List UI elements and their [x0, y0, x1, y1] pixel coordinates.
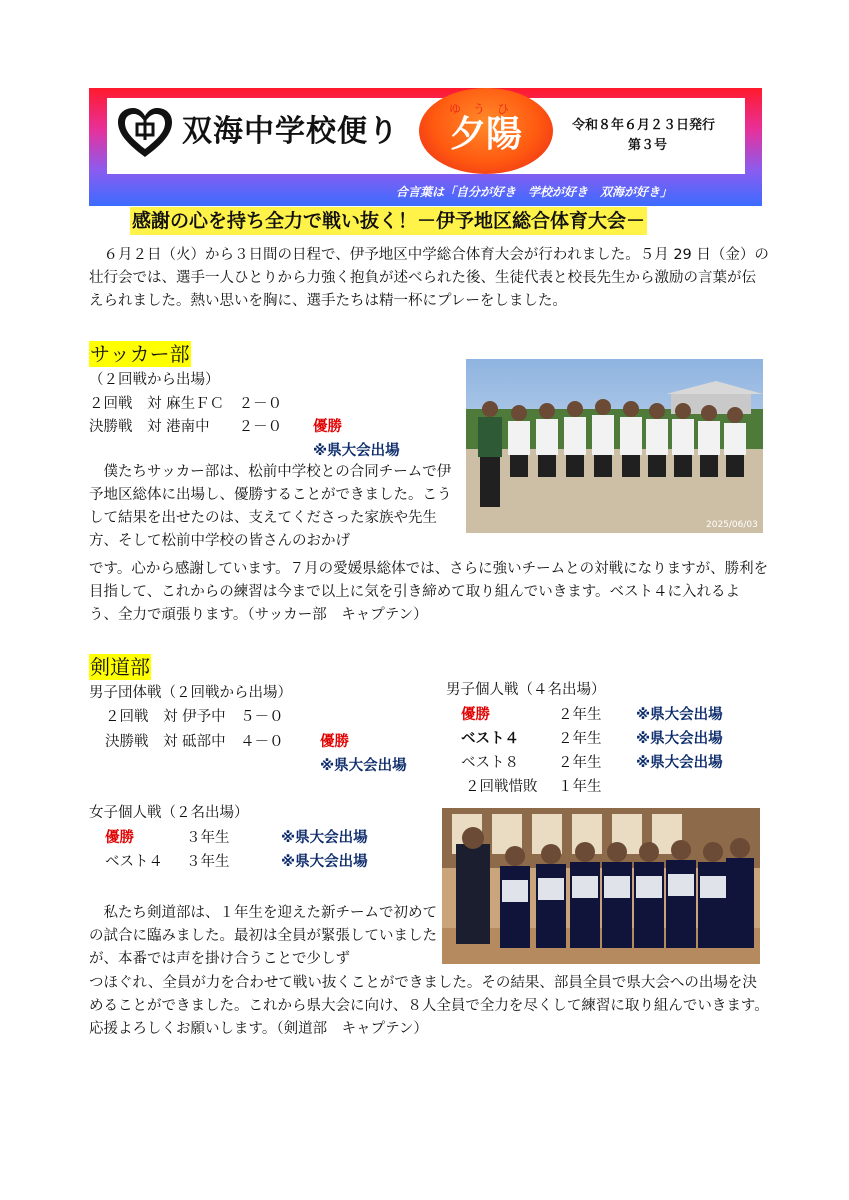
kendo-men-ind-grade: ２年生 — [558, 755, 602, 771]
kendo-women-ind-result: 優勝 — [105, 830, 134, 846]
soccer-final-result: 決勝戦 対 港南中 ２－０ — [89, 419, 283, 435]
kendo-women-ind-grade: ３年生 — [186, 830, 230, 846]
masthead-title: 夕陽 — [449, 114, 522, 155]
kendo-men-ind-grade: ２年生 — [558, 707, 602, 723]
soccer-entry-note: （２回戦から出場） — [89, 372, 220, 388]
kendo-men-ind-result: ベスト８ — [461, 755, 519, 771]
school-newsletter-title: 双海中学校便り — [182, 114, 399, 149]
photo-date-stamp: 2025/06/03 — [706, 520, 758, 530]
kendo-men-ind-grade: １年生 — [558, 779, 602, 795]
kendo-women-individual-title: 女子個人戦（２名出場） — [89, 805, 249, 821]
kendo-women-ind-grade: ３年生 — [186, 854, 230, 870]
kendo-men-team-title: 男子団体戦（２回戦から出場） — [89, 685, 292, 701]
kendo-men-ind-result: 優勝 — [461, 707, 490, 723]
masthead-ruby: ゆうひ — [449, 102, 522, 116]
soccer-report-part2: です。心から感謝しています。７月の愛媛県総体では、さらに強いチームとの対戦になりますが、勝利を目指して、これからの練習は今まで以上に気を引き締めて取り組んでいきます。ベスト４に入れるよう、全力で頑張ります。（サッカー部 キャプテン） — [89, 561, 769, 623]
article-headline: 感謝の心を持ち全力で戦い抜く！－伊予地区総合体育大会－ — [130, 207, 647, 235]
kendo-heading: 剣道部 — [90, 655, 150, 679]
kendo-team-photo — [442, 808, 760, 964]
kendo-men-ind-result: ２回戦惜敗 — [465, 779, 538, 795]
issue-date: 令和８年６月２３日発行 — [572, 118, 716, 133]
kendo-men-team-round2: ２回戦 対 伊予中 ５－０ — [105, 709, 284, 725]
kendo-men-team-final: 決勝戦 対 砥部中 ４－０ — [105, 734, 284, 750]
soccer-team-photo — [466, 359, 763, 533]
kendo-men-ind-grade: ２年生 — [558, 731, 602, 747]
kendo-men-ind-note: ※県大会出場 — [636, 707, 723, 723]
kendo-women-ind-note: ※県大会出場 — [281, 830, 368, 846]
kendo-men-team-win: 優勝 — [320, 734, 349, 750]
kendo-women-ind-note: ※県大会出場 — [281, 854, 368, 870]
kendo-women-ind-result: ベスト４ — [105, 854, 163, 870]
kendo-report-part2: つほぐれ、全員が力を合わせて戦い抜くことができました。その結果、部員全員で県大会への出場を決めることができました。これから県大会に向け、８人全員で全力を尽くして練習に取り組んでいきます。応援よろしくお願いします。（剣道部 キャプテン） — [89, 975, 769, 1037]
soccer-prefectural-note: ※県大会出場 — [313, 443, 400, 459]
soccer-heading: サッカー部 — [90, 342, 190, 366]
kendo-men-ind-note: ※県大会出場 — [636, 731, 723, 747]
soccer-win-label: 優勝 — [313, 419, 342, 435]
kendo-men-individual-title: 男子個人戦（４名出場） — [446, 682, 606, 698]
kendo-men-ind-result: ベスト４ — [461, 731, 519, 747]
kendo-report-part1: 私たち剣道部は、１年生を迎えた新チームで初めての試合に臨みました。最初は全員が緊張していましたが、本番では声を掛け合うことで少しず — [89, 905, 437, 967]
soccer-report-part1: 僕たちサッカー部は、松前中学校との合同チームで伊予地区総体に出場し、優勝することができました。こうして結果を出せたのは、支えてくださった家族や先生方、そして松前中学校の皆さんのおかげ — [89, 464, 452, 549]
intro-paragraph: ６月２日（火）から３日間の日程で、伊予地区中学総合体育大会が行われました。５月 29 日（金）の壮行会では、選手一人ひとりから力強く抱負が述べられた後、生徒代表と校長先生から激励の言葉が伝えられました。熱い思いを胸に、選手たちは精一杯にプレーをしました。 — [89, 247, 769, 309]
school-motto: 合言葉は「自分が好き 学校が好き 双海が好き」 — [396, 185, 673, 199]
kendo-men-team-prefectural: ※県大会出場 — [320, 758, 407, 774]
school-logo — [116, 107, 174, 159]
issue-number: 第３号 — [628, 138, 668, 153]
kendo-men-ind-note: ※県大会出場 — [636, 755, 723, 771]
soccer-round2-result: ２回戦 対 麻生ＦＣ ２－０ — [89, 396, 283, 412]
